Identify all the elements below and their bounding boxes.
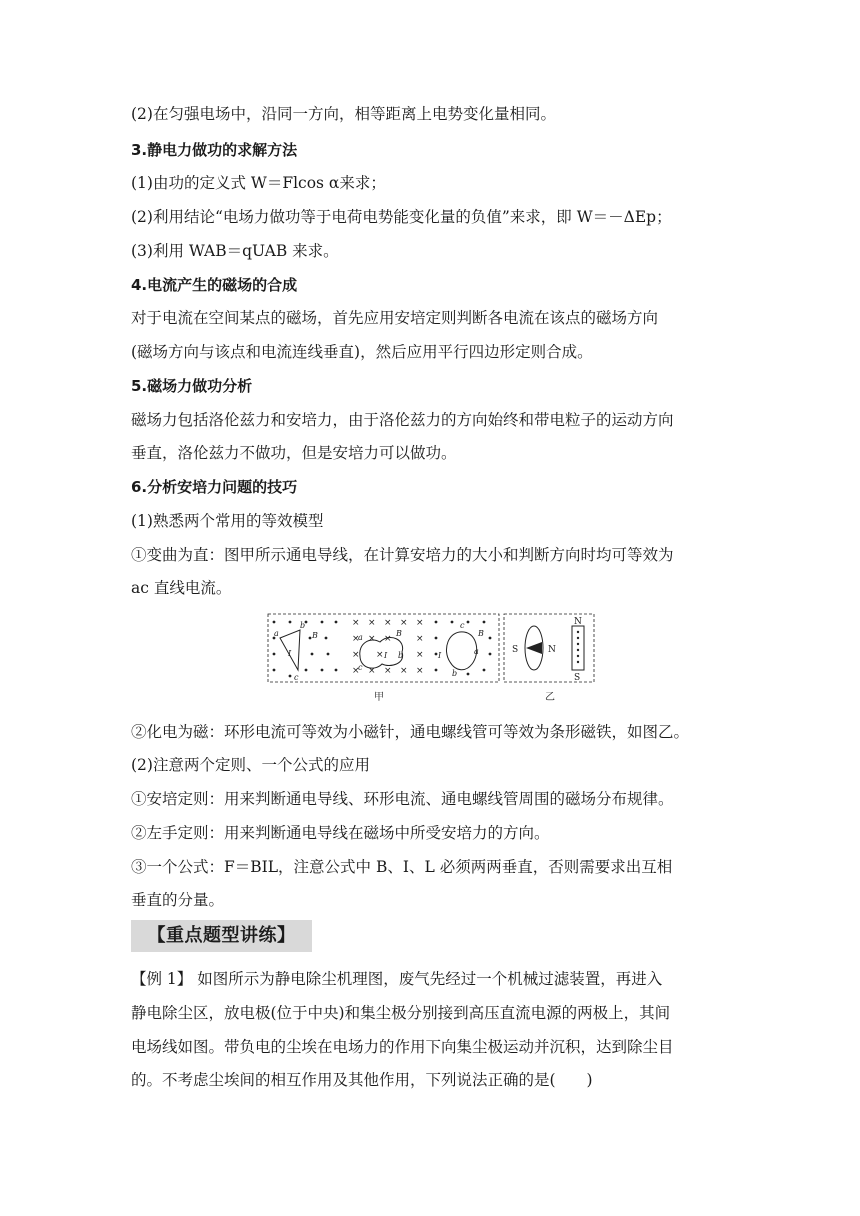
label-b: b — [452, 669, 458, 678]
label-b: b — [300, 621, 306, 630]
text-line: ①安培定则：用来判断通电导线、环形电流、通电螺线管周围的磁场分布规律。 — [131, 790, 674, 808]
caption-yi: 乙 — [545, 692, 555, 703]
label-b: b — [398, 651, 404, 660]
label-I: I — [384, 651, 388, 660]
svg-text:×: × — [416, 666, 424, 676]
label-c: c — [358, 663, 363, 672]
label-a: a — [358, 633, 363, 642]
magnetic-field-figure — [266, 610, 596, 706]
text-line: (3)利用 WAB＝qUAB 来求。 — [131, 242, 339, 260]
svg-text:×: × — [368, 666, 376, 676]
svg-text:×: × — [376, 650, 384, 660]
svg-text:×: × — [416, 618, 424, 628]
text-line: (2)利用结论“电场力做功等于电荷电势能变化量的负值”来求，即 W＝－ΔEp； — [131, 208, 672, 226]
svg-text:×: × — [416, 634, 424, 644]
text-line: (磁场方向与该点和电流连线垂直)，然后应用平行四边形定则合成。 — [131, 343, 593, 361]
label-B: B — [396, 629, 402, 638]
text-line: 垂直的分量。 — [131, 891, 225, 909]
text-line: ③一个公式：F＝BIL，注意公式中 B、I、L 必须两两垂直，否则需要求出互相 — [131, 858, 673, 876]
svg-text:×: × — [384, 634, 392, 644]
label-B: B — [478, 629, 484, 638]
text-line: 对于电流在空间某点的磁场，首先应用安培定则判断各电流在该点的磁场方向 — [131, 309, 659, 327]
svg-text:×: × — [352, 634, 360, 644]
svg-text:×: × — [384, 618, 392, 628]
svg-text:×: × — [352, 618, 360, 628]
field-crosses — [352, 618, 424, 676]
magnet-S-label: S — [512, 645, 519, 655]
svg-text:×: × — [416, 650, 424, 660]
text-line: 电场线如图。带负电的尘埃在电场力的作用下向集尘极运动并沉积，达到除尘目 — [131, 1038, 674, 1056]
svg-text:×: × — [352, 650, 360, 660]
label-c: c — [460, 621, 465, 630]
svg-text:×: × — [352, 666, 360, 676]
caption-jia: 甲 — [374, 692, 384, 703]
magnet-N-label: N — [548, 645, 556, 655]
svg-text:×: × — [400, 618, 408, 628]
text-line: 【例 1】 如图所示为静电除尘机理图，废气先经过一个机械过滤装置，再进入 — [131, 970, 663, 988]
coil-bottom-label: S — [574, 673, 581, 683]
text-line: 垂直，洛伦兹力不做功，但是安培力可以做功。 — [131, 444, 457, 462]
text-line: (1)熟悉两个常用的等效模型 — [131, 512, 324, 530]
section-heading: 5.磁场力做功分析 — [131, 377, 253, 395]
svg-text:×: × — [384, 666, 392, 676]
text-line: 的。不考虑尘埃间的相互作用及其他作用，下列说法正确的是( ) — [131, 1071, 593, 1089]
solenoid-icon — [572, 617, 584, 683]
svg-text:×: × — [368, 634, 376, 644]
svg-text:×: × — [400, 666, 408, 676]
label-a: a — [474, 647, 479, 656]
coil-top-label: N — [574, 617, 582, 627]
label-a: a — [274, 629, 279, 638]
text-line: 静电除尘区，放电极(位于中央)和集尘极分别接到高压直流电源的两极上，其间 — [131, 1004, 671, 1022]
section-heading: 4.电流产生的磁场的合成 — [131, 276, 298, 294]
text-line: (1)由功的定义式 W＝Flcos α来求； — [131, 174, 386, 192]
section-banner: 【重点题型讲练】 — [131, 920, 312, 952]
text-line: ①变曲为直：图甲所示通电导线，在计算安培力的大小和判断方向时均可等效为 — [131, 546, 674, 564]
text-line: ②化电为磁：环形电流可等效为小磁针，通电螺线管可等效为条形磁铁，如图乙。 — [131, 723, 690, 741]
label-B: B — [312, 631, 318, 640]
svg-text:×: × — [368, 618, 376, 628]
ring-current-magnet — [512, 626, 556, 670]
section-heading: 6.分析安培力问题的技巧 — [131, 478, 298, 496]
text-line: ②左手定则：用来判断通电导线在磁场中所受安培力的方向。 — [131, 824, 550, 842]
text-line: ac 直线电流。 — [131, 579, 232, 597]
section-heading: 3.静电力做功的求解方法 — [131, 141, 298, 159]
text-line: 磁场力包括洛伦兹力和安培力，由于洛伦兹力的方向始终和带电粒子的运动方向 — [131, 411, 674, 429]
label-I: I — [438, 651, 442, 660]
text-line: (2)在匀强电场中，沿同一方向，相等距离上电势变化量相同。 — [131, 105, 556, 123]
label-c: c — [294, 673, 299, 682]
label-I: I — [288, 649, 292, 658]
text-line: (2)注意两个定则、一个公式的应用 — [131, 756, 370, 774]
